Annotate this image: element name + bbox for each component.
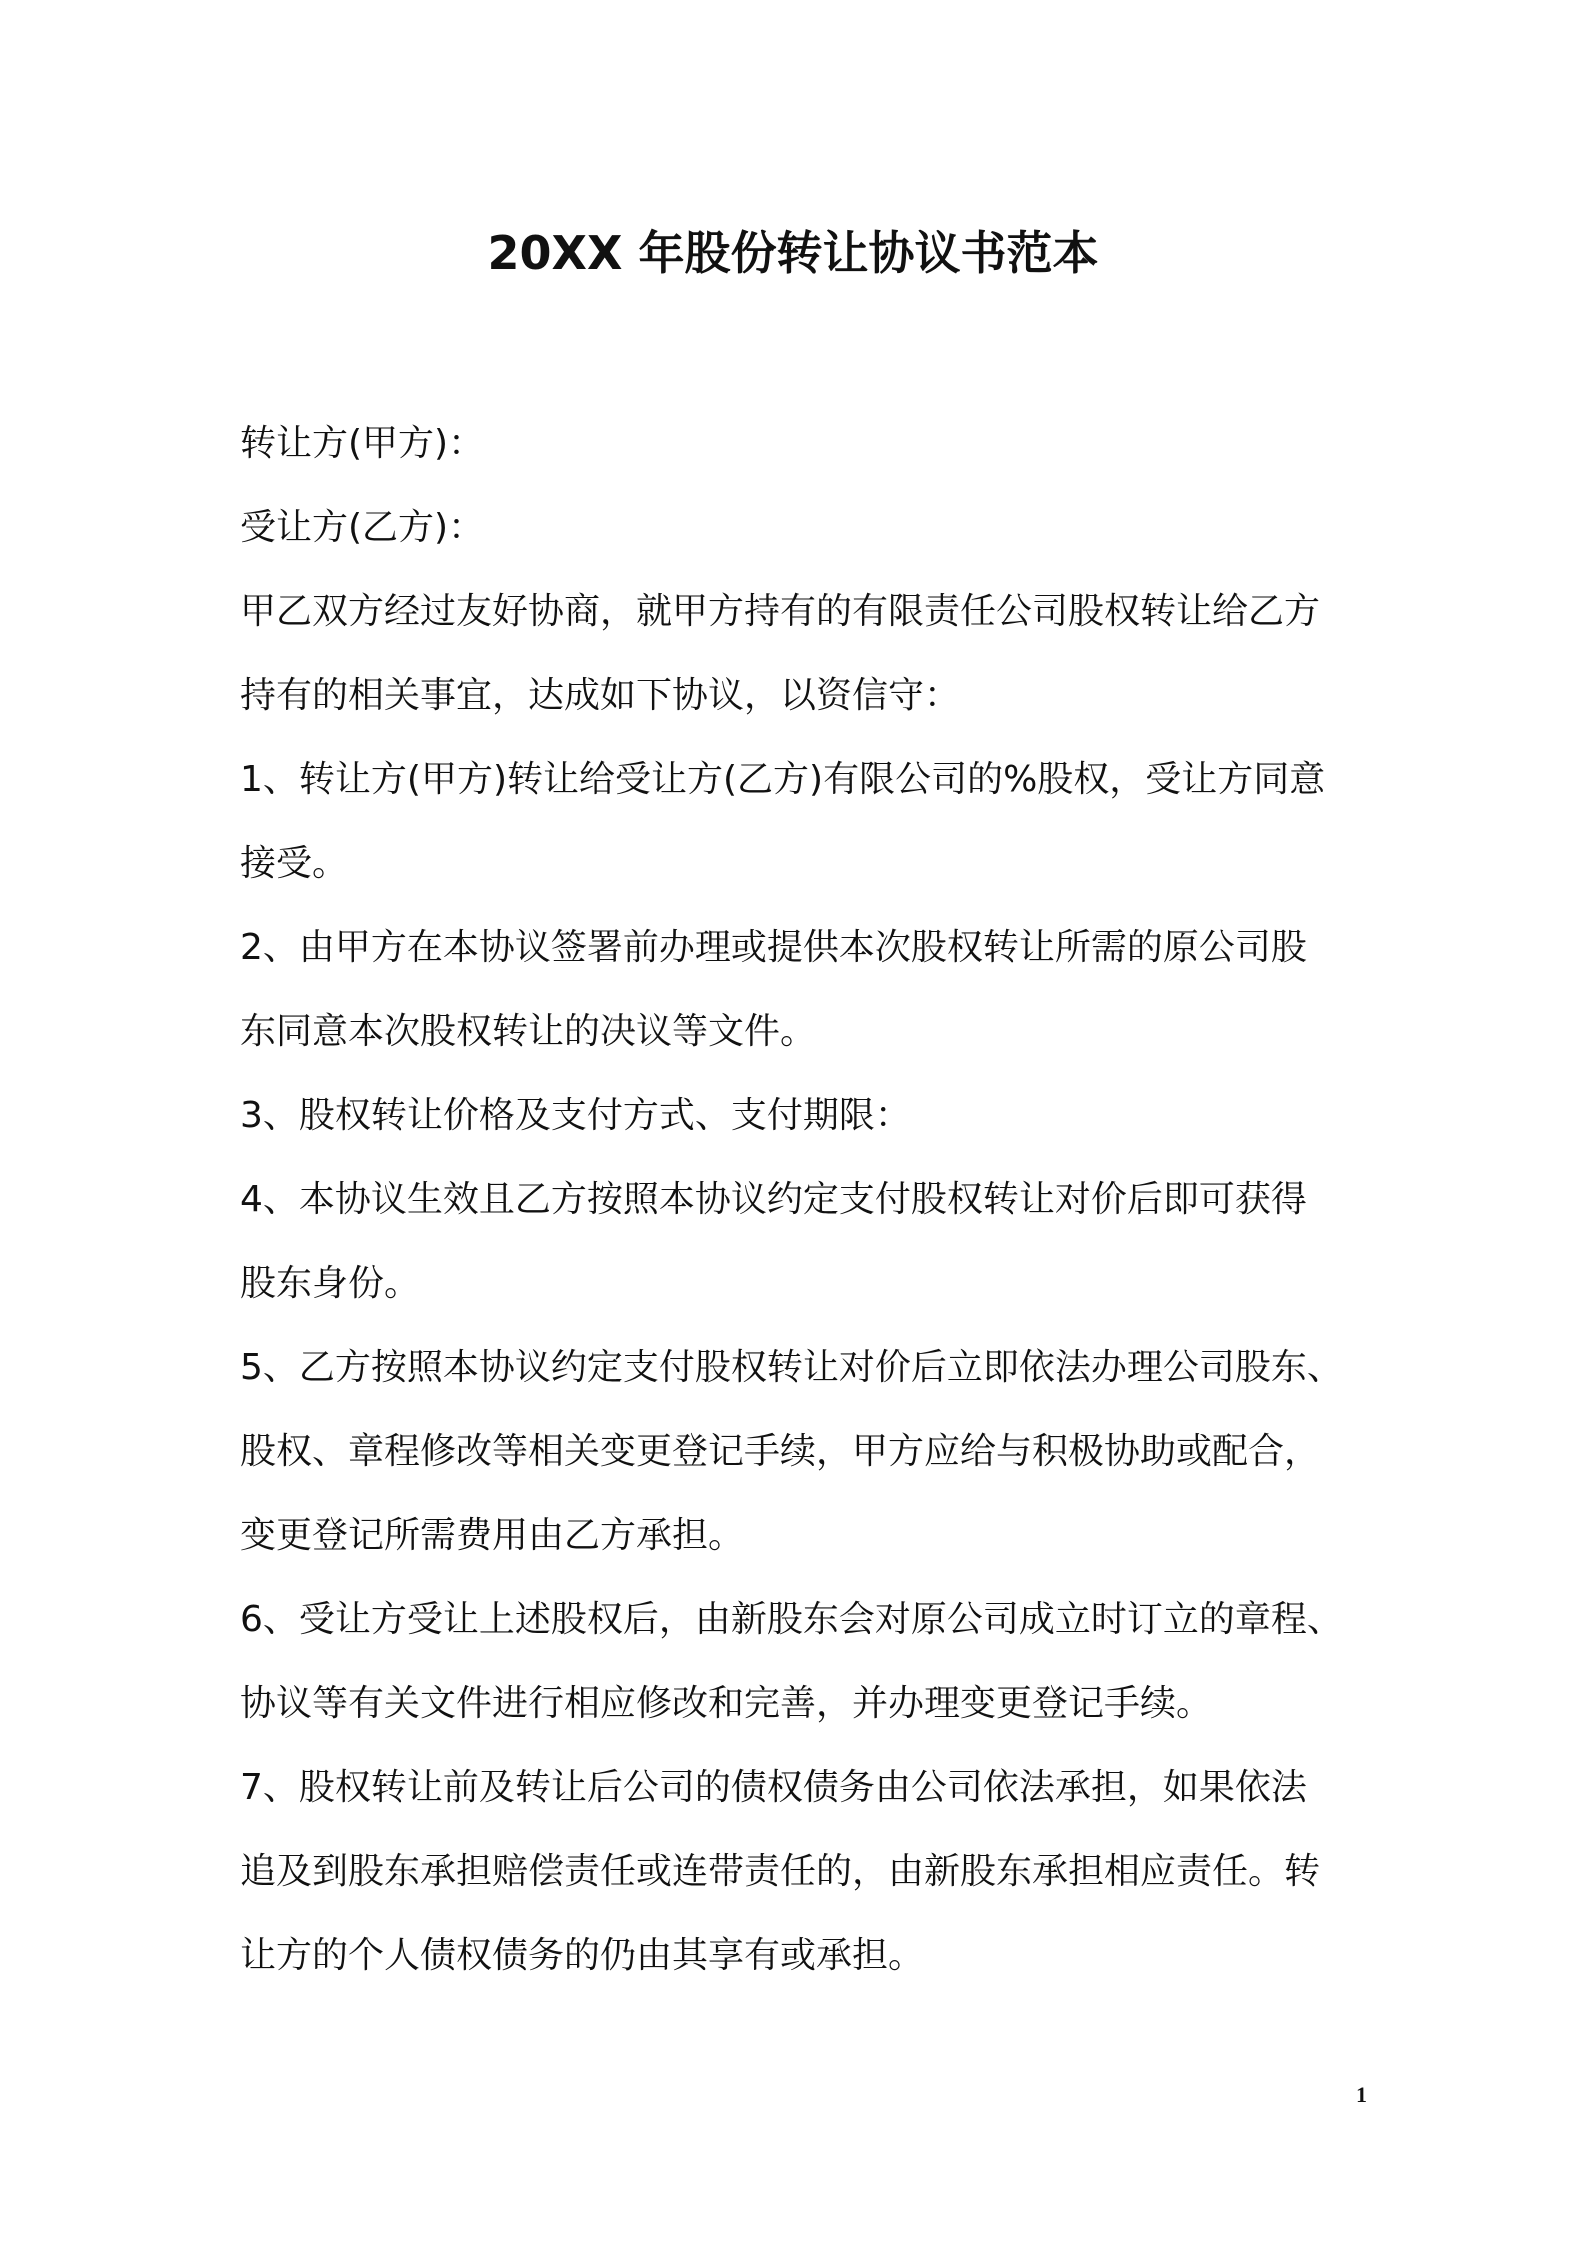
clause-5-line: 5、乙方按照本协议约定支付股权转让对价后立即依法办理公司股东、: [240, 1347, 1343, 1388]
document-body: [240, 402, 1370, 1998]
clause-1-line: 接受。: [240, 843, 349, 884]
clause-6-line: 6、受让方受让上述股权后，由新股东会对原公司成立时订立的章程、: [240, 1599, 1343, 1640]
party-a-line: 转让方(甲方)：: [240, 423, 485, 464]
intro-line: 甲乙双方经过友好协商，就甲方持有的有限责任公司股权转让给乙方: [240, 591, 1321, 632]
clause-7-line: 7、股权转让前及转让后公司的债权债务由公司依法承担，如果依法: [240, 1767, 1307, 1808]
clause-4-line: 股东身份。: [240, 1263, 421, 1304]
page-number: 1: [1356, 2082, 1367, 2107]
party-b-line: 受让方(乙方)：: [240, 507, 485, 548]
document-title: 20XX 年股份转让协议书范本: [487, 226, 1099, 280]
clause-2-line: 东同意本次股权转让的决议等文件。: [240, 1011, 817, 1052]
clause-4-line: 4、本协议生效且乙方按照本协议约定支付股权转让对价后即可获得: [240, 1179, 1307, 1220]
clause-6-line: 协议等有关文件进行相应修改和完善，并办理变更登记手续。: [240, 1683, 1213, 1724]
clause-2-line: 2、由甲方在本协议签署前办理或提供本次股权转让所需的原公司股: [240, 927, 1307, 968]
clause-1-line: 1、转让方(甲方)转让给受让方(乙方)有限公司的%股权，受让方同意: [240, 759, 1326, 800]
clause-3-line: 3、股权转让价格及支付方式、支付期限：: [240, 1095, 911, 1136]
clause-5-line: 变更登记所需费用由乙方承担。: [240, 1515, 745, 1556]
clause-5-line: 股权、章程修改等相关变更登记手续，甲方应给与积极协助或配合，: [240, 1431, 1321, 1472]
clause-7-line: 追及到股东承担赔偿责任或连带责任的，由新股东承担相应责任。转: [240, 1851, 1321, 1892]
intro-line: 持有的相关事宜，达成如下协议，以资信守：: [240, 675, 961, 716]
clause-7-line: 让方的个人债权债务的仍由其享有或承担。: [240, 1935, 925, 1976]
